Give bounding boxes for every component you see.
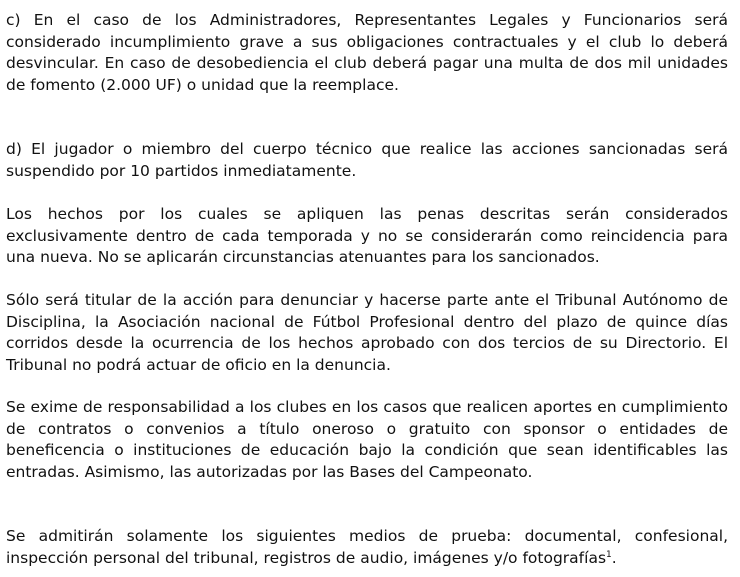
paragraph-d-jugador: d) El jugador o miembro del cuerpo técnico que realice las acciones sancionadas será suspendido por 10 partidos inmediatamente. — [6, 140, 728, 180]
final-period: . — [611, 548, 617, 567]
paragraph-titular-accion: Sólo será titular de la acción para denunciar y hacerse parte ante el Tribunal Autónomo de Disciplina, la Asociación nacional de Fútbol Profesional dentro del plazo de quince días corridos desde la ocurrencia de los hechos aprobado con dos tercios de su Directorio. El Tribunal no podrá actuar de oficio en la denuncia. — [6, 291, 728, 374]
paragraph-exime-responsabilidad: Se exime de responsabilidad a los clubes en los casos que realicen aportes en cumplimiento de contratos o convenios a título oneroso o gratuito con sponsor o entidades de beneficencia o instituciones de educación bajo la condición que sean identificables las entradas. Asimismo, las autorizadas por las Bases del Campeonato. — [6, 398, 728, 481]
paragraph-hechos: Los hechos por los cuales se apliquen las penas descritas serán considerados exclusivamente dentro de cada temporada y no se considerarán como reincidencia para una nueva. No se aplicarán circunstancias atenuantes para los sancionados. — [6, 205, 728, 267]
footnote-marker: 1 — [606, 549, 612, 560]
paragraph-c-administradores: c) En el caso de los Administradores, Representantes Legales y Funcionarios será considerado incumplimiento grave a sus obligaciones contractuales y el club lo deberá desvincular. En caso de desobediencia el club deberá pagar una multa de dos mil unidades de fomento (2.000 UF) o unidad que la reemplace. — [6, 11, 728, 94]
paragraph-medios-prueba — [6, 526, 728, 569]
medios-prueba-text: Se admitirán solamente los siguientes medios de prueba: documental, confesional, inspección personal del tribunal, registros de audio, imágenes y/o fotografías — [6, 527, 728, 567]
